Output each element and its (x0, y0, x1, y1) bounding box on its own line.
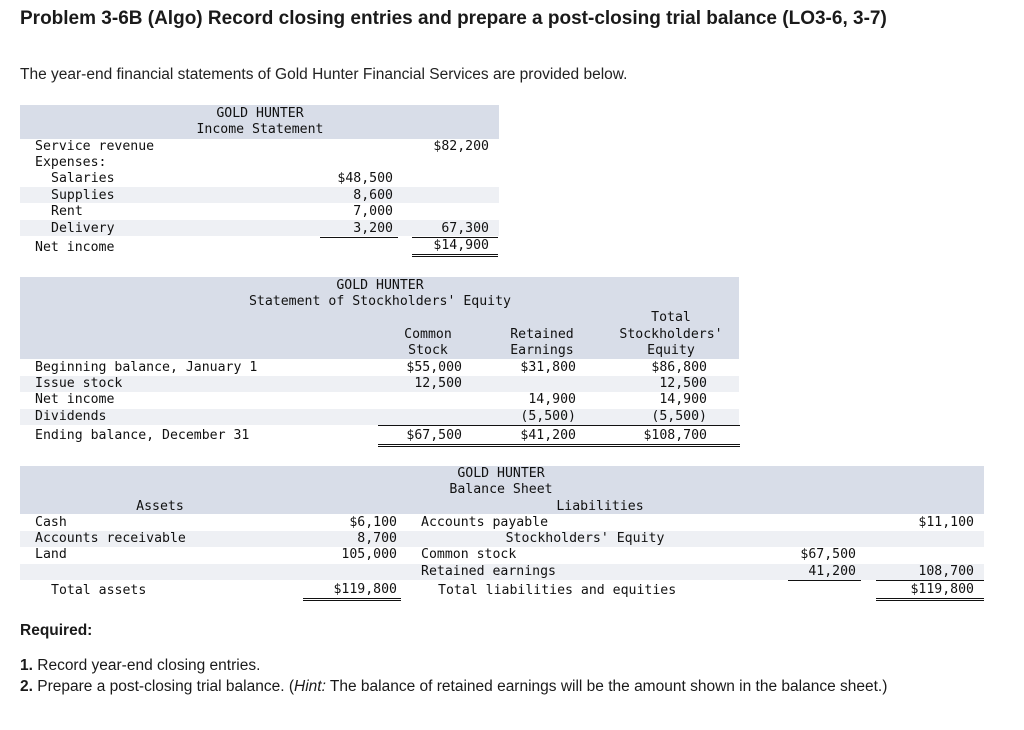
col-retained-line1: Retained (510, 327, 574, 342)
equity-row-label: Beginning balance, January 1 (35, 360, 258, 375)
equity-row-label: Issue stock (35, 376, 123, 391)
expense-label: Supplies (51, 188, 115, 203)
cash-value: $6,100 (349, 515, 397, 530)
net-income-value: $14,900 (412, 238, 498, 257)
col-total-line2: Stockholders' (619, 327, 723, 342)
equity-ending-common: $67,500 (406, 428, 462, 443)
equity-row-total: 14,900 (659, 392, 707, 407)
expense-value: 8,600 (353, 188, 393, 203)
expense-label: Rent (51, 204, 83, 219)
accounts-payable-value: $11,100 (918, 515, 974, 530)
page-title: Problem 3-6B (Algo) Record closing entries and prepare a post-closing trial balance (LO3-6, 3-7) (20, 8, 887, 29)
required-item-number: 1. (20, 657, 33, 674)
col-total-line1: Total (651, 310, 691, 325)
expense-label: Delivery (51, 221, 115, 236)
equity-ending-total: $108,700 (643, 428, 707, 443)
equity-row-common: $55,000 (406, 360, 462, 375)
accounts-payable-label: Accounts payable (421, 515, 549, 530)
service-revenue-value: $82,200 (433, 139, 489, 154)
required-heading: Required: (20, 622, 93, 639)
equity-company: GOLD HUNTER (336, 278, 424, 293)
land-value: 105,000 (341, 547, 397, 562)
expenses-label: Expenses: (35, 155, 107, 170)
equity-row-retained: (5,500) (520, 409, 576, 424)
equity-row-retained: 14,900 (528, 392, 576, 407)
equity-row-label: Net income (35, 392, 115, 407)
retained-earnings-value: 41,200 (788, 564, 861, 581)
col-retained-line2: Earnings (510, 343, 574, 358)
assets-heading: Assets (136, 499, 184, 514)
required-item-number: 2. (20, 678, 33, 695)
balance-sheet-title: Balance Sheet (449, 482, 553, 497)
col-common-line1: Common (404, 327, 452, 342)
total-assets-value: $119,800 (303, 582, 401, 601)
net-income-label: Net income (35, 240, 115, 255)
total-equity-value: 108,700 (876, 564, 984, 581)
required-item-text: Record year-end closing entries. (37, 657, 261, 674)
income-statement-title: Income Statement (196, 122, 324, 137)
accounts-receivable-label: Accounts receivable (35, 531, 186, 546)
land-label: Land (35, 547, 67, 562)
required-item-text: The balance of retained earnings will be the amount shown in the balance sheet.) (325, 678, 888, 695)
liabilities-heading: Liabilities (556, 499, 644, 514)
total-assets-label: Total assets (51, 583, 147, 598)
service-revenue-label: Service revenue (35, 139, 155, 154)
required-item-2 (20, 678, 887, 696)
expense-value: $48,500 (337, 171, 393, 186)
expense-value: 3,200 (320, 221, 398, 238)
col-total-line3: Equity (647, 343, 695, 358)
total-expenses-value: 67,300 (412, 221, 498, 238)
equity-statement-title: Statement of Stockholders' Equity (248, 294, 511, 309)
col-common-line2: Stock (408, 343, 448, 358)
hint-label: Hint: (294, 678, 326, 695)
equity-ending-retained: $41,200 (520, 428, 576, 443)
required-item-text: Prepare a post-closing trial balance. ( (37, 678, 294, 695)
income-company: GOLD HUNTER (216, 106, 304, 121)
equity-row-retained: $31,800 (520, 360, 576, 375)
equity-row-total: $86,800 (651, 360, 707, 375)
common-stock-value: $67,500 (800, 547, 856, 562)
intro-text: The year-end financial statements of Gold Hunter Financial Services are provided below. (20, 66, 628, 83)
equity-ending-label: Ending balance, December 31 (35, 428, 250, 443)
equity-row-total: (5,500) (651, 409, 707, 424)
expense-value: 7,000 (353, 204, 393, 219)
equity-row-total: 12,500 (659, 376, 707, 391)
retained-earnings-label: Retained earnings (421, 564, 556, 579)
equity-subtotal-rule (378, 425, 740, 426)
common-stock-label: Common stock (421, 547, 517, 562)
accounts-receivable-value: 8,700 (357, 531, 397, 546)
expense-label: Salaries (51, 171, 115, 186)
stockholders-equity-heading: Stockholders' Equity (505, 531, 665, 546)
equity-row-common: 12,500 (414, 376, 462, 391)
balance-company: GOLD HUNTER (457, 466, 545, 481)
total-liabilities-equities-label: Total liabilities and equities (438, 583, 677, 598)
equity-row-label: Dividends (35, 409, 107, 424)
total-liabilities-equities-value: $119,800 (876, 582, 984, 601)
equity-ending-double-rule (378, 444, 740, 447)
required-item-1 (20, 657, 260, 675)
cash-label: Cash (35, 515, 67, 530)
